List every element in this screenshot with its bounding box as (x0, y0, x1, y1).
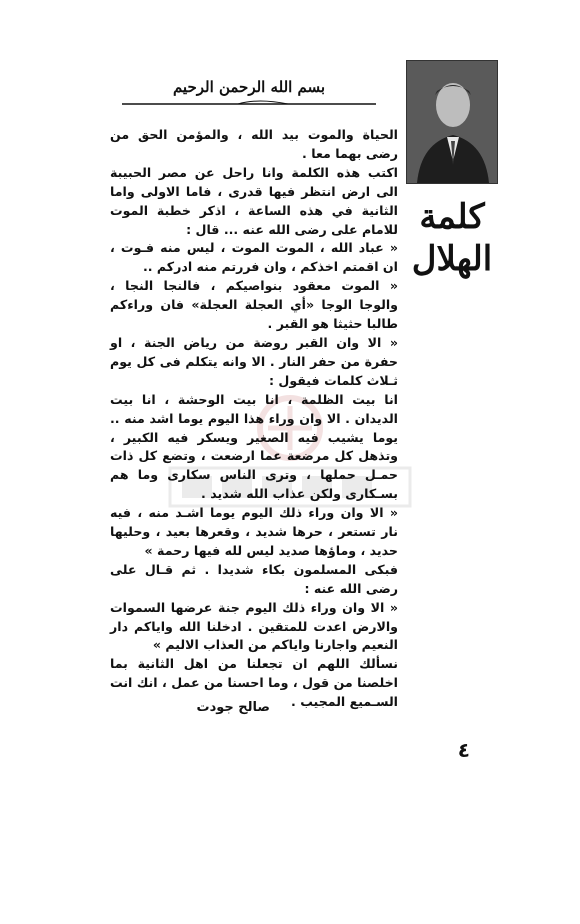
article-paragraph: الحياة والموت بيد الله ، والمؤمن الحق من رضى بهما معا . (110, 127, 398, 161)
article-paragraph: « الا وان القبر روضة من رياض الجنة ، او حفرة من حفر النار . الا وانه يتكلم فى كل يوم ثـلاث كلمات فيقول : (110, 334, 398, 388)
article-paragraph: « الا وان وراء ذلك اليوم جنة عرضها السموات والارض اعدت للمتقين . ادخلنا الله واياكم دار النعيم واجارنا واياكم من العذاب الاليم » (110, 599, 398, 653)
article-paragraph: اكتب هذه الكلمة وانا راحل عن مصر الحبيبة الى ارض انتظر فيها قدرى ، فاما الاولى واما الثانية في هذه الساعة ، اذكر خطبة الموت للامام على رضى الله عنه ... قال : (110, 164, 398, 237)
article-paragraph: فبكى المسلمون بكاء شديدا . ثم قـال على رضى الله عنه : (110, 561, 398, 596)
basmala-calligraphy (118, 70, 380, 110)
article-body (110, 126, 398, 712)
article-paragraph: « الموت معقود بنواصيكم ، فالنجا النجا ، والوجا الوجا «أي العجلة العجلة» فان وراءكم طالبا حثيثا هو القبر . (110, 278, 398, 332)
column-title (402, 196, 502, 280)
basmala-text: بسم الله الرحمن الرحيم (172, 78, 326, 96)
page-number: ٤ (457, 738, 470, 762)
article-paragraph: نسألك اللهم ان تجعلنا من اهل الثانية بما اخلصنا من قول ، وما احسنا من عمل ، انك انت السـميع المجيب . (110, 656, 398, 710)
column-title-line2: الهلال (411, 239, 493, 279)
article-paragraph: « الا وان وراء ذلك اليوم يوما اشـد منه ، فيه نار تستعر ، حرها شديد ، وقعرها بعيد ، وحليها حديد ، وماؤها صديد ليس لله فيها رحمة » (110, 505, 398, 558)
article-paragraph: « عباد الله ، الموت الموت ، ليس منه فـوت ، ان اقمتم اخذكم ، وان فررتم منه ادركم .. (110, 240, 398, 275)
portrait-image (407, 61, 497, 183)
author-portrait-photo (406, 60, 498, 184)
column-title-line1: كلمة (419, 197, 485, 237)
article-paragraph: انا بيت الظلمة ، انا بيت الوحشة ، انا بيت الديدان . الا وان وراء هذا اليوم يوما اشد منه .. يوما يشيب فيه الصغير ويسكر فيه الكبير ، وتذهل كل مرضعة عما ارضعت ، وتضع كل ذات حمـل حملها ، وترى الناس سكارى وما هم بسـكارى ولكن عذاب الله شديد . (110, 391, 398, 502)
author-signature: صالح جودت (196, 700, 270, 715)
